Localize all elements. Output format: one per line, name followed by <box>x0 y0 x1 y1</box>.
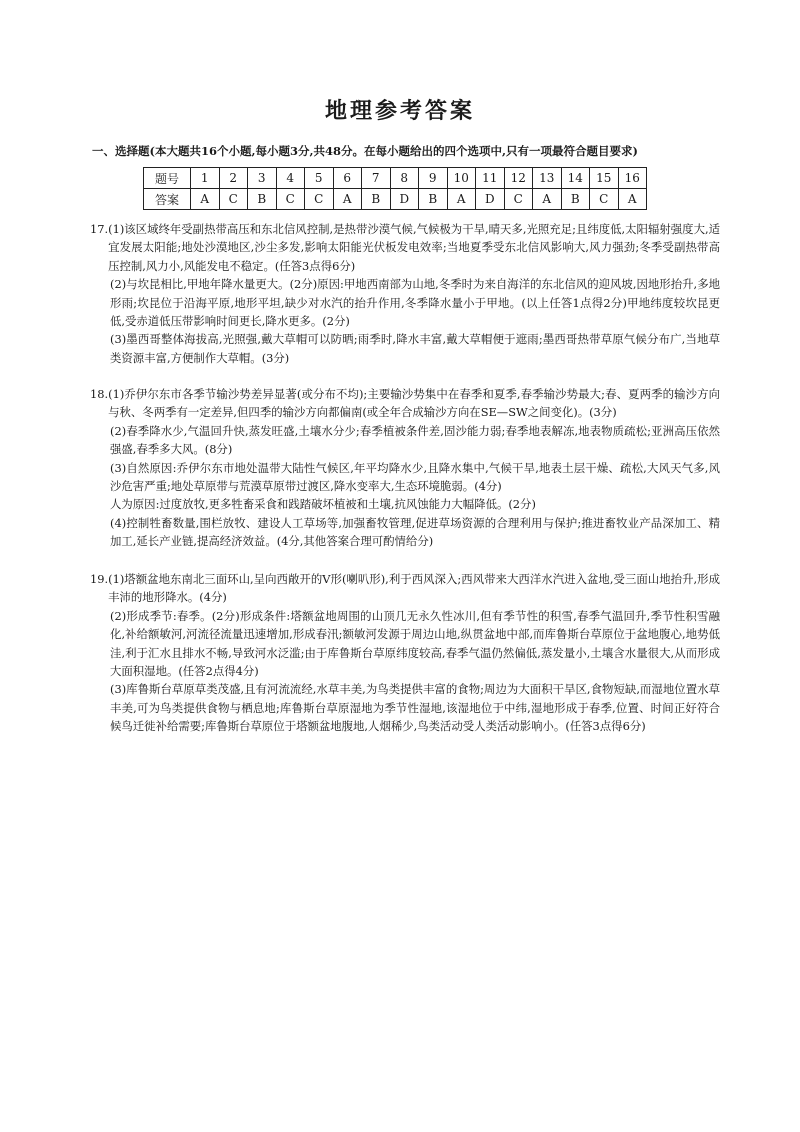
question-number: 8 <box>390 168 419 189</box>
answer-cell: B <box>561 189 590 210</box>
answer-cell: B <box>248 189 277 210</box>
answer-cell: A <box>533 189 562 210</box>
question-number: 1 <box>191 168 220 189</box>
question-number: 12 <box>504 168 533 189</box>
question-19-number: 19. <box>90 572 109 586</box>
answer-cell: A <box>618 189 647 210</box>
question-18-answer <box>90 385 720 551</box>
answer-cell: B <box>362 189 391 210</box>
question-19-part-3: (3)库鲁斯台草原草类茂盛,且有河流流经,水草丰美,为鸟类提供丰富的食物;周边为大面积干旱区,食物短缺,而湿地位置水草丰美,可为鸟类提供食物与栖息地;库鲁斯台草原湿地为季节性湿地,该湿地位于中纬,湿地形成于春季,位置、时间正好符合候鸟迁徙补给需要;库鲁斯台草原位于塔额盆地腹地,人烟稀少,鸟类活动受人类活动影响小。(任答3点得6分) <box>110 682 720 734</box>
answer-cell: D <box>476 189 505 210</box>
question-number: 10 <box>447 168 476 189</box>
question-number: 3 <box>248 168 277 189</box>
question-number: 7 <box>362 168 391 189</box>
question-18-part-4: (4)控制牲畜数量,围栏放牧、建设人工草场等,加强畜牧管理,促进草场资源的合理利用与保护;推进畜牧业产品深加工、精加工,延长产业链,提高经济效益。(4分,其他答案合理可酌情给分) <box>110 515 720 549</box>
answer-cell: C <box>219 189 248 210</box>
question-19-part-1: (1)塔额盆地东南北三面环山,呈向西敞开的V形(喇叭形),利于西风深入;西风带来大西洋水汽进入盆地,受三面山地抬升,形成丰沛的地形降水。(4分) <box>108 572 720 605</box>
question-18-part-3-human: 人为原因:过度放牧,更多牲畜采食和践踏破坏植被和土壤,抗风蚀能力大幅降低。(2分) <box>110 497 536 512</box>
question-number: 9 <box>419 168 448 189</box>
row-label-number: 题号 <box>144 168 191 189</box>
question-number: 14 <box>561 168 590 189</box>
answer-cell: C <box>504 189 533 210</box>
question-number: 15 <box>590 168 619 189</box>
question-18-part-3: (3)自然原因:乔伊尔东市地处温带大陆性气候区,年平均降水少,且降水集中,气候干旱,地表土层干燥、疏松,大风天气多,风沙危害严重;地处草原带与荒漠草原带过渡区,降水变率大,生态环境脆弱。(4分) <box>110 460 720 494</box>
question-number: 4 <box>276 168 305 189</box>
answer-cell: C <box>305 189 334 210</box>
question-number: 16 <box>618 168 647 189</box>
question-number: 5 <box>305 168 334 189</box>
question-number-row <box>144 168 647 189</box>
question-17-number: 17. <box>90 222 109 236</box>
answer-table <box>143 167 647 210</box>
answer-cell: B <box>419 189 448 210</box>
page-title: 地理参考答案 <box>324 99 475 124</box>
question-17-answer <box>90 220 720 367</box>
question-19-answer <box>90 570 720 736</box>
question-number: 2 <box>219 168 248 189</box>
question-17-part-2: (2)与坎昆相比,甲地年降水量更大。(2分)原因:甲地西南部为山地,冬季时为来自海洋的东北信风的迎风坡,因地形抬升,多地形雨;坎昆位于沿海平原,地形平坦,缺少对水汽的抬升作用,冬季降水量小于甲地。(以上任答1点得2分)甲地纬度较坎昆更低,受赤道低压带影响时间更长,降水更多。(2分) <box>110 277 720 329</box>
question-17-part-3: (3)墨西哥整体海拔高,光照强,戴大草帽可以防晒;雨季时,降水丰富,戴大草帽便于遮雨;墨西哥热带草原气候分布广,当地草类资源丰富,方便制作大草帽。(3分) <box>110 332 720 365</box>
answer-cell: A <box>447 189 476 210</box>
question-19-part-2: (2)形成季节:春季。(2分)形成条件:塔额盆地周围的山顶几无永久性冰川,但有季节性的积雪,春季气温回升,季节性积雪融化,补给额敏河,河流径流量迅速增加,形成春汛;额敏河发源于周边山地,纵贯盆地中部,而库鲁斯台草原位于盆地腹心,地势低洼,利于汇水且排水不畅,导致河水泛滥;由于库鲁斯台草原纬度较高,春季气温仍然偏低,蒸发量小,土壤含水量很大,从而形成大面积湿地。(任答2点得4分) <box>110 608 720 679</box>
question-number: 11 <box>476 168 505 189</box>
answer-cell: C <box>276 189 305 210</box>
row-label-answer: 答案 <box>144 189 191 210</box>
question-18-part-2: (2)春季降水少,气温回升快,蒸发旺盛,土壤水分少;春季植被条件差,固沙能力弱;春季地表解冻,地表物质疏松;亚洲高压依然强盛,春季多大风。(8分) <box>110 423 720 457</box>
question-number: 6 <box>333 168 362 189</box>
question-17-part-1: (1)该区域终年受副热带高压和东北信风控制,是热带沙漠气候,气候极为干旱,晴天多,光照充足;且纬度低,太阳辐射强度大,适宜发展太阳能;地处沙漠地区,沙尘多发,影响太阳能光伏板发电效率;当地夏季受东北信风影响大,风力强劲;冬季受副热带高压控制,风力小,风能发电不稳定。(任答3点得6分) <box>108 222 720 273</box>
question-number: 13 <box>533 168 562 189</box>
question-18-number: 18. <box>90 387 109 401</box>
question-18-part-1: (1)乔伊尔东市各季节输沙势差异显著(或分布不均);主要输沙势集中在春季和夏季,春季输沙势最大;春、夏两季的输沙方向与秋、冬两季有一定差异,但四季的输沙方向都偏南(或全年合成输沙方向在SE—SW之间变化)。(3分) <box>108 387 720 420</box>
section-1-heading: 一、选择题(本大题共16个小题,每小题3分,共48分。在每小题给出的四个选项中,只有一项最符合题目要求) <box>92 144 638 158</box>
answer-cell: A <box>333 189 362 210</box>
answer-cell: D <box>390 189 419 210</box>
answer-cell: C <box>590 189 619 210</box>
answer-cell: A <box>191 189 220 210</box>
answer-row <box>144 189 647 210</box>
